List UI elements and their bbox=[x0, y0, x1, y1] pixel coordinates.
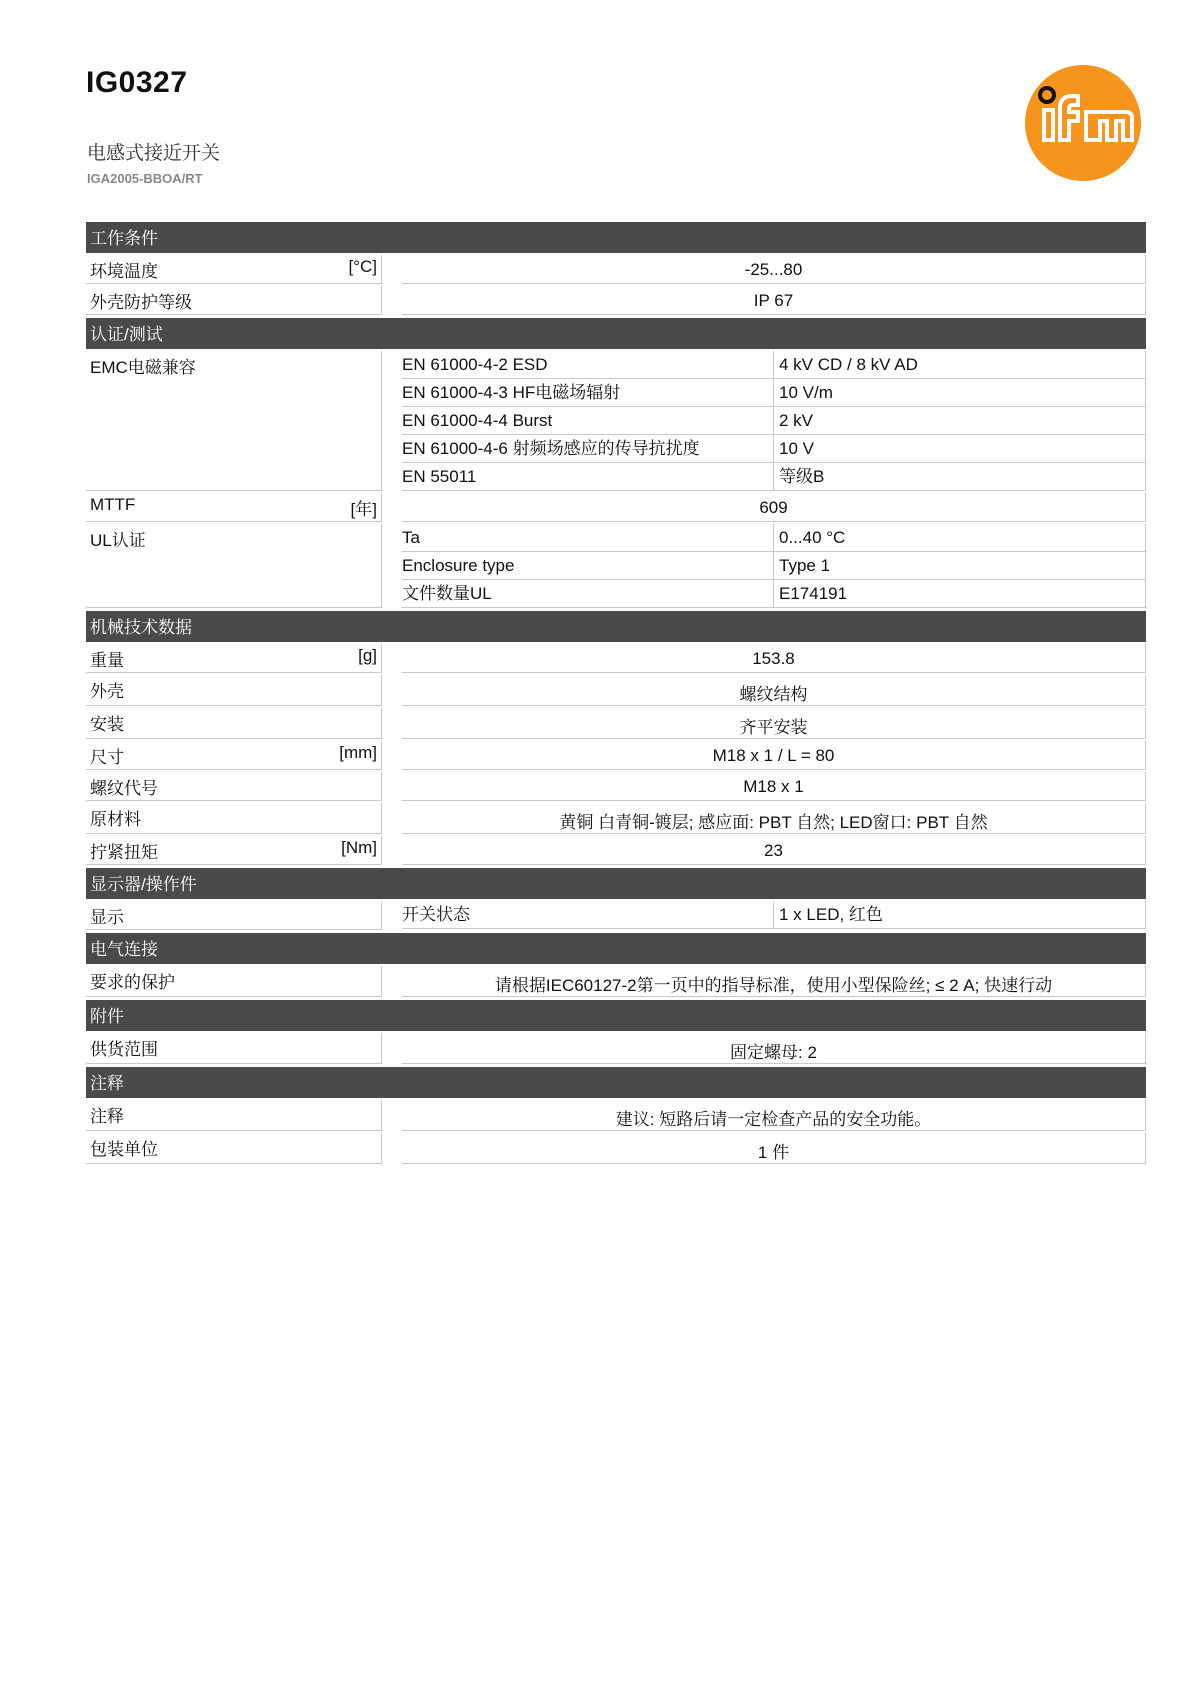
spec-label-cell bbox=[86, 741, 382, 770]
column-gap bbox=[382, 351, 402, 491]
spec-subvalue: 1 x LED, 红色 bbox=[774, 901, 1146, 929]
spec-subvalue: 等级B bbox=[774, 463, 1146, 491]
spec-row bbox=[86, 493, 1146, 522]
spec-value: 建议: 短路后请一定检查产品的安全功能。 bbox=[402, 1100, 1146, 1131]
spec-label-cell bbox=[86, 1100, 382, 1131]
spec-label-cell bbox=[86, 351, 382, 491]
spec-label-cell bbox=[86, 1133, 382, 1164]
column-gap bbox=[382, 286, 402, 315]
spec-label: 重量 bbox=[90, 651, 124, 670]
spec-row bbox=[86, 1100, 1146, 1131]
spec-label-cell bbox=[86, 803, 382, 834]
spec-subkey: EN 61000-4-6 射频场感应的传导抗扰度 bbox=[402, 435, 774, 463]
spec-label: 尺寸 bbox=[90, 748, 124, 767]
spec-row bbox=[86, 286, 1146, 315]
column-gap bbox=[382, 644, 402, 673]
spec-unit: [Nm] bbox=[341, 838, 377, 857]
spec-value: IP 67 bbox=[402, 286, 1146, 315]
spec-label-cell bbox=[86, 675, 382, 706]
spec-subvalue: 0...40 °C bbox=[774, 524, 1146, 552]
spec-row bbox=[86, 708, 1146, 739]
spec-label-cell bbox=[86, 286, 382, 315]
spec-label: 外壳 bbox=[90, 682, 124, 701]
spec-subrow bbox=[402, 580, 1146, 608]
spec-unit: [g] bbox=[358, 646, 377, 665]
section-header: 附件 bbox=[86, 1000, 1146, 1031]
section-header: 电气连接 bbox=[86, 933, 1146, 964]
spec-value: 609 bbox=[402, 493, 1146, 522]
spec-label-cell bbox=[86, 966, 382, 997]
spec-label: 原材料 bbox=[90, 810, 141, 829]
spec-subkey: Enclosure type bbox=[402, 552, 774, 580]
spec-value: 螺纹结构 bbox=[402, 675, 1146, 706]
spec-subrow bbox=[402, 351, 1146, 379]
spec-subkey: Ta bbox=[402, 524, 774, 552]
spec-subrow bbox=[402, 901, 1146, 929]
spec-row bbox=[86, 524, 1146, 608]
spec-subvalue: E174191 bbox=[774, 580, 1146, 608]
spec-row bbox=[86, 675, 1146, 706]
spec-label-cell bbox=[86, 1033, 382, 1064]
spec-value: M18 x 1 / L = 80 bbox=[402, 741, 1146, 770]
spec-subvalue: 4 kV CD / 8 kV AD bbox=[774, 351, 1146, 379]
spec-subrows bbox=[402, 524, 1146, 608]
column-gap bbox=[382, 524, 402, 608]
column-gap bbox=[382, 255, 402, 284]
spec-label: 注释 bbox=[90, 1107, 124, 1126]
column-gap bbox=[382, 708, 402, 739]
spec-subkey: EN 61000-4-4 Burst bbox=[402, 407, 774, 435]
spec-subvalue: Type 1 bbox=[774, 552, 1146, 580]
spec-label: 供货范围 bbox=[90, 1040, 158, 1059]
spec-label: 拧紧扭矩 bbox=[90, 843, 158, 862]
spec-subkey: 文件数量UL bbox=[402, 580, 774, 608]
column-gap bbox=[382, 493, 402, 522]
spec-subrow bbox=[402, 379, 1146, 407]
column-gap bbox=[382, 772, 402, 801]
spec-value: 1 件 bbox=[402, 1133, 1146, 1164]
spec-subrows bbox=[402, 351, 1146, 491]
spec-label: 包装单位 bbox=[90, 1140, 158, 1159]
spec-table bbox=[86, 219, 1146, 1164]
spec-subrows bbox=[402, 901, 1146, 930]
spec-label: EMC电磁兼容 bbox=[90, 358, 196, 377]
section-header: 工作条件 bbox=[86, 222, 1146, 253]
spec-subvalue: 10 V bbox=[774, 435, 1146, 463]
spec-label-cell bbox=[86, 255, 382, 284]
spec-subkey: EN 55011 bbox=[402, 463, 774, 491]
column-gap bbox=[382, 836, 402, 865]
spec-row bbox=[86, 836, 1146, 865]
spec-subrow bbox=[402, 435, 1146, 463]
column-gap bbox=[382, 901, 402, 930]
spec-label-cell bbox=[86, 772, 382, 801]
spec-row bbox=[86, 255, 1146, 284]
spec-label-cell bbox=[86, 901, 382, 930]
product-title: IG0327 bbox=[86, 66, 188, 99]
spec-value: 请根据IEC60127-2第一页中的指导标准，使用小型保险丝; ≤ 2 A; 快速行动 bbox=[402, 966, 1146, 997]
spec-unit: [°C] bbox=[348, 257, 377, 276]
product-code: IGA2005-BBOA/RT bbox=[87, 171, 203, 186]
spec-row bbox=[86, 901, 1146, 930]
spec-label: 安装 bbox=[90, 715, 124, 734]
spec-subkey: EN 61000-4-2 ESD bbox=[402, 351, 774, 379]
spec-label: 环境温度 bbox=[90, 262, 158, 281]
spec-value: 齐平安装 bbox=[402, 708, 1146, 739]
spec-subrow bbox=[402, 552, 1146, 580]
spec-label-cell bbox=[86, 524, 382, 608]
spec-subkey: EN 61000-4-3 HF电磁场辐射 bbox=[402, 379, 774, 407]
column-gap bbox=[382, 966, 402, 997]
column-gap bbox=[382, 803, 402, 834]
column-gap bbox=[382, 1133, 402, 1164]
spec-row bbox=[86, 966, 1146, 997]
column-gap bbox=[382, 741, 402, 770]
spec-label: 显示 bbox=[90, 908, 124, 927]
spec-value: 黄铜 白青铜-镀层; 感应面: PBT 自然; LED窗口: PBT 自然 bbox=[402, 803, 1146, 834]
spec-label: MTTF bbox=[90, 495, 136, 514]
spec-row bbox=[86, 351, 1146, 491]
section-header: 认证/测试 bbox=[86, 318, 1146, 349]
spec-label: UL认证 bbox=[90, 531, 146, 550]
section-header: 注释 bbox=[86, 1067, 1146, 1098]
spec-row bbox=[86, 803, 1146, 834]
spec-subrow bbox=[402, 463, 1146, 491]
section-header: 机械技术数据 bbox=[86, 611, 1146, 642]
spec-unit: [mm] bbox=[339, 743, 377, 762]
spec-unit: [年] bbox=[350, 500, 377, 519]
spec-label: 外壳防护等级 bbox=[90, 293, 192, 312]
spec-label-cell bbox=[86, 836, 382, 865]
ifm-logo bbox=[1024, 51, 1142, 182]
section-header: 显示器/操作件 bbox=[86, 868, 1146, 899]
spec-label-cell bbox=[86, 644, 382, 673]
spec-subrow bbox=[402, 524, 1146, 552]
column-gap bbox=[382, 1100, 402, 1131]
spec-row bbox=[86, 741, 1146, 770]
spec-subvalue: 10 V/m bbox=[774, 379, 1146, 407]
spec-row bbox=[86, 1033, 1146, 1064]
spec-value: 23 bbox=[402, 836, 1146, 865]
spec-label-cell bbox=[86, 493, 382, 522]
spec-value: 153.8 bbox=[402, 644, 1146, 673]
logo-text: ifm bbox=[1024, 51, 1046, 68]
column-gap bbox=[382, 1033, 402, 1064]
column-gap bbox=[382, 675, 402, 706]
spec-label: 要求的保护 bbox=[90, 973, 175, 992]
spec-label: 螺纹代号 bbox=[90, 779, 158, 798]
spec-value: M18 x 1 bbox=[402, 772, 1146, 801]
spec-label-cell bbox=[86, 708, 382, 739]
spec-row bbox=[86, 644, 1146, 673]
product-subtitle: 电感式接近开关 bbox=[87, 143, 221, 164]
spec-row bbox=[86, 1133, 1146, 1164]
spec-subkey: 开关状态 bbox=[402, 901, 774, 929]
spec-row bbox=[86, 772, 1146, 801]
spec-subvalue: 2 kV bbox=[774, 407, 1146, 435]
spec-subrow bbox=[402, 407, 1146, 435]
spec-value: -25...80 bbox=[402, 255, 1146, 284]
spec-value: 固定螺母: 2 bbox=[402, 1033, 1146, 1064]
